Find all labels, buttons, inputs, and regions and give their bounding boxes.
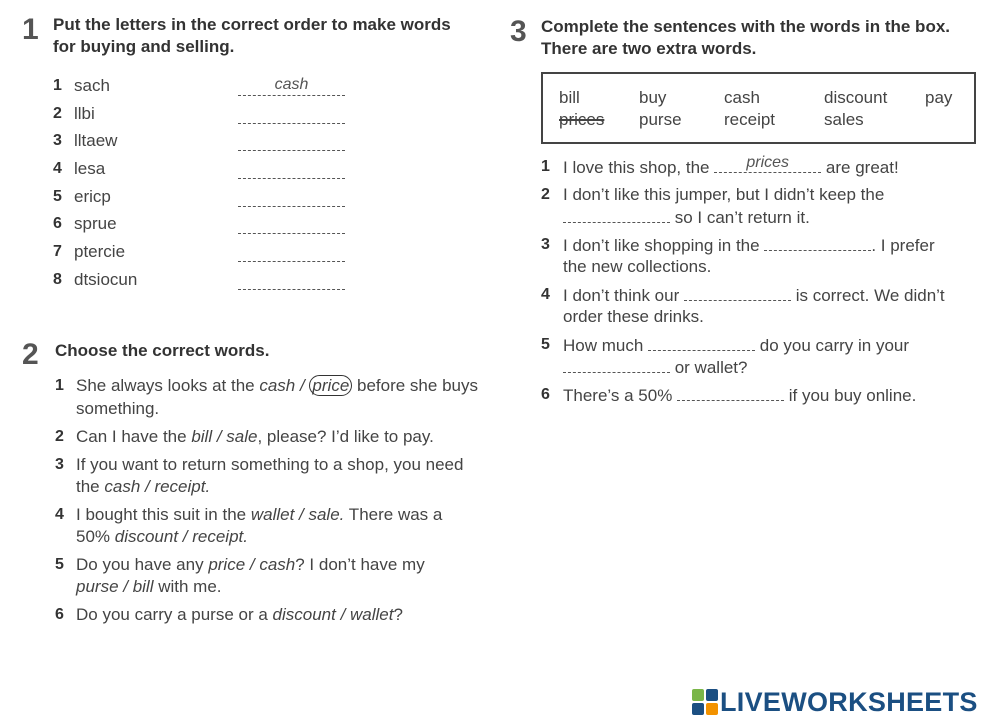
- box-word: purse: [639, 110, 682, 129]
- ex1-item-number: 3: [53, 132, 62, 149]
- ex2-item-line: [76, 426, 434, 448]
- box-word-used: prices: [559, 110, 605, 129]
- ex1-item-number: 7: [53, 243, 62, 260]
- ex3-item-number: 1: [541, 158, 550, 175]
- ex2-option-text[interactable]: discount / wallet: [272, 605, 394, 624]
- ex2-text: ? I don’t have my: [295, 555, 425, 574]
- ex3-text: I love this shop, the: [563, 158, 715, 177]
- ex2-item-line: [76, 504, 442, 526]
- ex1-scrambled-word: lltaew: [74, 131, 118, 150]
- box-word: sales: [824, 110, 864, 129]
- ex1-answer-blank[interactable]: [238, 243, 345, 262]
- ex2-text: Do you carry a purse or a: [76, 605, 273, 624]
- ex1-scrambled-word: dtsiocun: [74, 270, 138, 289]
- ex3-text: are great!: [821, 158, 899, 177]
- exercise-1-title-line2: for buying and selling.: [53, 37, 235, 56]
- ex2-option-text[interactable]: cash / receipt.: [104, 477, 211, 496]
- ex3-item-number: 2: [541, 186, 550, 203]
- ex1-item-number: 1: [53, 77, 62, 94]
- word-box: [541, 72, 976, 144]
- ex3-item-line: [563, 156, 899, 179]
- ex3-item-line: the new collections.: [563, 257, 712, 276]
- ex2-text: I bought this suit in the: [76, 505, 251, 524]
- box-word: pay: [925, 88, 953, 107]
- ex3-item-number: 4: [541, 286, 550, 303]
- ex3-item-line: order these drinks.: [563, 307, 704, 326]
- ex3-item-line: [563, 234, 935, 257]
- logo-text: LIVEWORKSHEETS: [720, 686, 978, 717]
- ex2-option-text[interactable]: price / cash: [208, 555, 296, 574]
- ex1-answer-blank[interactable]: [238, 160, 345, 179]
- ex3-item-line: I don’t like this jumper, but I didn’t keep the: [563, 185, 885, 204]
- ex1-answer-blank[interactable]: [238, 188, 345, 207]
- ex3-answer-blank[interactable]: [677, 384, 784, 401]
- ex3-text: do you carry in your: [755, 336, 910, 355]
- exercise-1-title-line1: Put the letters in the correct order to make words: [53, 15, 451, 34]
- ex3-answer-blank[interactable]: [764, 234, 871, 251]
- ex1-item-number: 4: [53, 160, 62, 177]
- ex3-text: How much: [563, 336, 649, 355]
- ex2-item-line: [76, 476, 210, 498]
- box-word: buy: [639, 88, 667, 107]
- ex3-answer-text: prices: [746, 154, 790, 171]
- exercise-3-number: 3: [510, 15, 527, 48]
- ex2-option-text[interactable]: bill / sale: [191, 427, 258, 446]
- ex2-text: 50%: [76, 527, 115, 546]
- ex2-text: She always looks at the: [76, 376, 260, 395]
- ex3-text: I don’t like shopping in the: [563, 236, 765, 255]
- box-word: bill: [559, 88, 580, 107]
- ex2-item-number: 3: [55, 456, 64, 473]
- ex2-text: , please? I’d like to pay.: [257, 427, 434, 446]
- ex2-item-number: 2: [55, 428, 64, 445]
- ex2-option-text[interactable]: purse / bill: [76, 577, 154, 596]
- ex2-text: There was a: [344, 505, 443, 524]
- exercise-3-title-line1: Complete the sentences with the words in the box.: [541, 17, 951, 36]
- ex3-item-number: 5: [541, 336, 550, 353]
- ex2-item-number: 1: [55, 377, 64, 394]
- ex2-item-number: 5: [55, 556, 64, 573]
- ex2-text: the: [76, 477, 105, 496]
- ex1-item-number: 6: [53, 215, 62, 232]
- ex2-item-line: [76, 554, 425, 576]
- exercise-2-title: Choose the correct words.: [55, 341, 270, 360]
- ex1-answer-blank[interactable]: [238, 105, 345, 124]
- ex1-item-number: 8: [53, 271, 62, 288]
- exercise-3-title: [541, 16, 950, 60]
- ex2-circled-option[interactable]: price: [309, 375, 352, 396]
- ex2-item-line: [76, 526, 248, 548]
- ex3-item-number: 3: [541, 236, 550, 253]
- ex3-item-line: [563, 284, 945, 307]
- ex3-answer-blank[interactable]: [563, 206, 670, 223]
- box-word: cash: [724, 88, 760, 107]
- ex1-answer-blank[interactable]: [238, 271, 345, 290]
- ex3-text: is correct. We didn’t: [790, 286, 945, 305]
- ex1-scrambled-word: ptercie: [74, 242, 126, 261]
- ex1-scrambled-word: sprue: [74, 214, 117, 233]
- ex2-item-number: 6: [55, 606, 64, 623]
- ex2-item-line: If you want to return something to a shop, you need: [76, 455, 464, 474]
- ex3-text: I don’t think our: [563, 286, 684, 305]
- box-word: receipt: [724, 110, 776, 129]
- ex2-item-number: 4: [55, 506, 64, 523]
- logo-mark-icon: [692, 689, 718, 715]
- ex2-text: ?: [393, 605, 403, 624]
- box-word: discount: [824, 88, 888, 107]
- ex3-answer-blank[interactable]: [714, 156, 821, 173]
- ex3-answer-blank[interactable]: [648, 334, 755, 351]
- ex2-item-line: [76, 604, 403, 626]
- ex3-text: or wallet?: [670, 358, 748, 377]
- ex3-item-number: 6: [541, 386, 550, 403]
- ex2-item-line: [76, 576, 222, 598]
- ex1-item-number: 5: [53, 188, 62, 205]
- ex1-scrambled-word: llbi: [74, 104, 95, 123]
- ex3-text: if you buy online.: [784, 386, 917, 405]
- ex3-item-line: [563, 206, 810, 229]
- ex3-item-line: [563, 334, 909, 357]
- ex3-answer-blank[interactable]: [684, 284, 791, 301]
- ex2-text: Can I have the: [76, 427, 192, 446]
- exercise-3-title-line2: There are two extra words.: [541, 39, 757, 58]
- exercise-1-title: [53, 14, 451, 58]
- ex1-scrambled-word: sach: [74, 76, 110, 95]
- ex2-option-text[interactable]: cash /: [259, 376, 310, 395]
- exercise-1-number: 1: [22, 13, 39, 46]
- ex3-text: There’s a 50%: [563, 386, 678, 405]
- ex3-text: so I can’t return it.: [670, 208, 810, 227]
- ex3-answer-blank[interactable]: [563, 356, 670, 373]
- ex1-answer-blank[interactable]: [238, 132, 345, 151]
- ex2-option-text[interactable]: discount / receipt.: [114, 527, 248, 546]
- liveworksheets-logo: [692, 686, 978, 718]
- ex2-text: before she buys: [352, 376, 478, 395]
- ex1-scrambled-word: lesa: [74, 159, 106, 178]
- ex1-answer-text: cash: [274, 76, 309, 93]
- ex1-answer-blank[interactable]: [238, 215, 345, 234]
- ex1-item-number: 2: [53, 105, 62, 122]
- ex1-scrambled-word: ericp: [74, 187, 111, 206]
- ex2-option-text[interactable]: wallet / sale.: [250, 505, 345, 524]
- ex2-item-line: something.: [76, 399, 160, 418]
- ex2-item-line: [76, 375, 478, 397]
- ex3-item-line: [563, 384, 916, 407]
- exercise-2-number: 2: [22, 338, 39, 371]
- ex3-item-line: [563, 356, 747, 379]
- ex2-text: with me.: [153, 577, 222, 596]
- ex3-text: . I prefer: [871, 236, 935, 255]
- ex2-text: Do you have any: [76, 555, 209, 574]
